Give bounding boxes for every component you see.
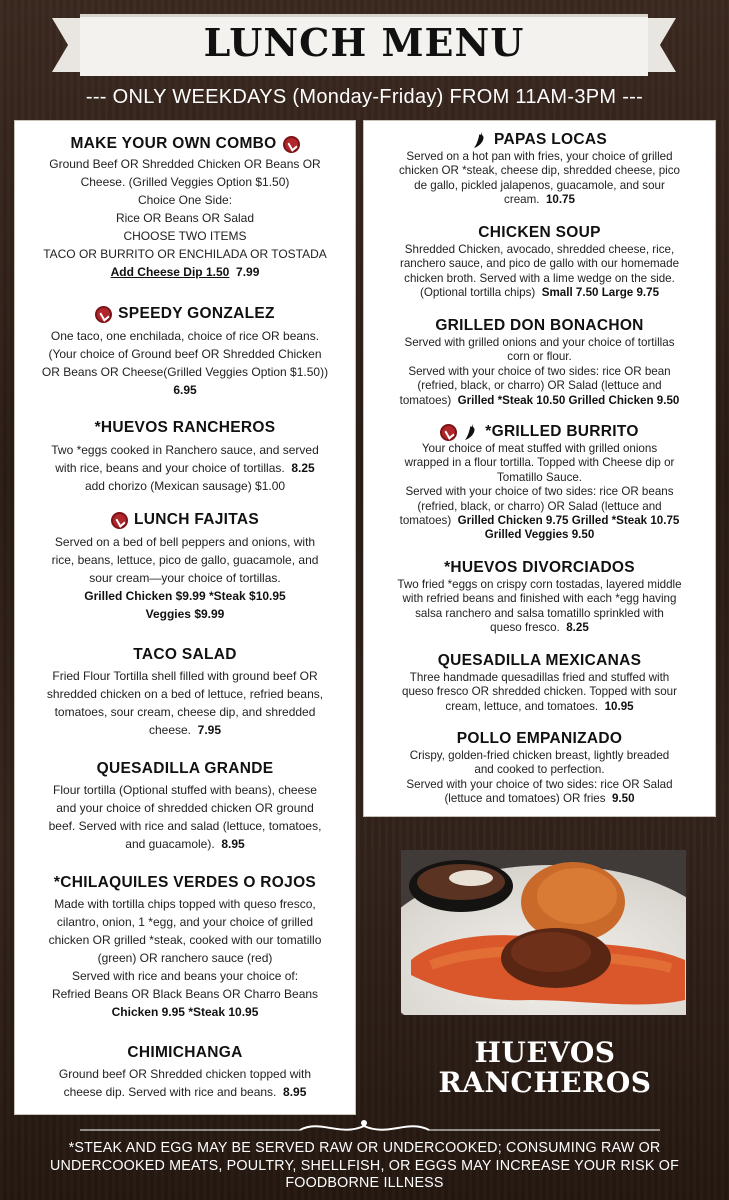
right-menu-panel bbox=[363, 120, 716, 817]
item-desc-line: (refried, black, or charro) OR Salad (lettuce and bbox=[417, 499, 662, 513]
item-desc-line: Two fried *eggs on crispy corn tostadas, layered middle bbox=[397, 578, 682, 591]
item-desc-line: Crispy, golden-fried chicken breast, lightly breaded bbox=[409, 749, 670, 762]
menu-item-huevos-divorciados bbox=[364, 559, 715, 636]
item-desc-line: (green) OR ranchero sauce (red) bbox=[97, 951, 273, 965]
item-extra: Add Cheese Dip 1.50 bbox=[110, 265, 230, 279]
item-desc-line: cream. bbox=[504, 193, 540, 207]
menu-item-lunch-fajitas bbox=[15, 511, 355, 623]
item-desc-line: cilantro, onion, 1 *egg, and your choice of grilled bbox=[56, 915, 314, 929]
item-desc-line: sour cream—your choice of tortillas. bbox=[89, 571, 281, 585]
item-desc-line: Your choice of meat stuffed with grilled onions bbox=[421, 442, 658, 455]
item-desc-line: Served with your choice of two sides: rice OR beans bbox=[405, 485, 674, 499]
item-price: Small 7.50 Large 9.75 bbox=[541, 286, 660, 300]
item-desc-line: wrapped in a flour tortilla. Topped with Cheese dip or bbox=[404, 456, 675, 470]
food-safety-disclaimer: *STEAK AND EGG MAY BE SERVED RAW OR UNDERCOOKED; CONSUMING RAW OR UNDERCOOKED MEATS, POULTRY, SHELLFISH, OR EGGS MAY INCREASE YOUR RISK OF FOODBORNE ILLNESS bbox=[49, 1140, 680, 1191]
item-desc-line: tomatoes) bbox=[399, 393, 452, 407]
item-title: LUNCH FAJITAS bbox=[133, 511, 260, 528]
menu-item-chicken-soup bbox=[364, 224, 715, 301]
item-desc-line: shredded chicken on a bed of lettuce, refried beans, bbox=[46, 687, 324, 701]
vegetarian-icon bbox=[440, 424, 457, 441]
vegetarian-icon bbox=[95, 306, 112, 323]
item-title: PAPAS LOCAS bbox=[494, 131, 607, 148]
item-desc-line: OR Beans OR Cheese(Grilled Veggies Option $1.50)) bbox=[41, 365, 329, 379]
item-title: CHICKEN SOUP bbox=[478, 224, 601, 241]
menu-item-quesadilla-mexicanas bbox=[364, 652, 715, 714]
item-desc-line: beef. Served with rice and salad (lettuce, tomatoes, bbox=[48, 819, 322, 833]
item-title: POLLO EMPANIZADO bbox=[456, 730, 623, 747]
food-illustration bbox=[401, 850, 686, 1015]
item-desc-line: (refried, black, or charro) OR Salad (lettuce and bbox=[417, 379, 662, 393]
menu-item-grilled-don-bonachon bbox=[364, 317, 715, 408]
menu-item-grilled-burrito bbox=[364, 423, 715, 543]
photo-caption bbox=[420, 1038, 670, 1098]
item-desc-line: TACO OR BURRITO OR ENCHILADA OR TOSTADA bbox=[43, 247, 327, 261]
item-desc-line: Ground Beef OR Shredded Chicken OR Beans OR bbox=[49, 157, 321, 171]
item-price: Grilled *Steak 10.50 Grilled Chicken 9.50 bbox=[457, 393, 680, 407]
item-desc-line: rice, beans, lettuce, pico de gallo, guacamole, and bbox=[51, 553, 319, 567]
item-title: QUESADILLA MEXICANAS bbox=[437, 652, 642, 669]
page-title: LUNCH MENU bbox=[203, 20, 525, 65]
item-price: 10.95 bbox=[604, 699, 634, 713]
item-desc-line: with refried beans and finished with each *egg having bbox=[402, 592, 677, 606]
item-desc-line: One taco, one enchilada, choice of rice OR beans. bbox=[50, 329, 320, 343]
photo-caption-line: HUEVOS bbox=[474, 1036, 616, 1069]
item-desc-line: corn or flour. bbox=[507, 350, 572, 364]
menu-item-papas-locas bbox=[364, 131, 715, 208]
item-desc-line: Ground beef OR Shredded chicken topped with bbox=[58, 1067, 312, 1081]
item-title: CHIMICHANGA bbox=[127, 1044, 243, 1061]
item-desc-line: Served on a hot pan with fries, your choice of grilled bbox=[406, 150, 673, 163]
item-title: TACO SALAD bbox=[133, 646, 237, 663]
item-price: Grilled Veggies 9.50 bbox=[484, 528, 595, 542]
item-desc-line: (lettuce and tomatoes) OR fries bbox=[444, 792, 606, 806]
vegetarian-icon bbox=[111, 512, 128, 529]
item-desc-line: Served with grilled onions and your choice of tortillas bbox=[404, 336, 675, 349]
item-desc-line: and cooked to perfection. bbox=[474, 763, 605, 777]
item-desc-line: Rice OR Beans OR Salad bbox=[115, 211, 255, 225]
item-desc-line: Refried Beans OR Black Beans OR Charro Beans bbox=[51, 987, 319, 1001]
item-desc-line: Served with rice and beans your choice of: bbox=[71, 969, 299, 983]
item-desc-line: Served with your choice of two sides: rice OR bean bbox=[408, 364, 671, 378]
item-desc-line: tomatoes, sour cream, cheese dip, and shredded bbox=[54, 705, 316, 719]
chili-pepper-icon bbox=[472, 131, 488, 149]
item-price: 7.99 bbox=[236, 265, 260, 279]
item-title: *GRILLED BURRITO bbox=[485, 423, 639, 440]
item-extra: add chorizo (Mexican sausage) $1.00 bbox=[84, 479, 286, 493]
huevos-rancheros-photo bbox=[401, 850, 686, 1015]
vegetarian-icon bbox=[283, 136, 300, 153]
item-price: 7.95 bbox=[197, 723, 222, 737]
menu-item-make-your-own-combo bbox=[15, 135, 355, 281]
item-desc-line: chicken OR grilled *steak, cooked with our tomatillo bbox=[48, 933, 322, 947]
item-desc-line: cheese. bbox=[148, 723, 191, 737]
item-price: 10.75 bbox=[545, 193, 575, 207]
item-desc-line: and your choice of shredded chicken OR ground bbox=[56, 801, 314, 815]
item-price: Veggies $9.99 bbox=[145, 607, 225, 621]
item-desc-line: Two *eggs cooked in Ranchero sauce, and served bbox=[51, 443, 319, 457]
item-title: *HUEVOS DIVORCIADOS bbox=[444, 559, 635, 576]
item-desc-line: Served on a bed of bell peppers and onions, with bbox=[54, 535, 316, 549]
item-desc-line: tomatoes) bbox=[399, 514, 452, 528]
title-banner bbox=[52, 14, 676, 76]
item-price: Chicken 9.95 *Steak 10.95 bbox=[111, 1005, 259, 1019]
menu-item-chimichanga bbox=[15, 1044, 355, 1101]
item-desc-line: chicken broth. Served with a lime wedge on the side. bbox=[404, 271, 675, 285]
item-desc-line: Made with tortilla chips topped with queso fresco, bbox=[54, 897, 316, 911]
item-title: *CHILAQUILES VERDES O ROJOS bbox=[53, 874, 317, 891]
item-desc-line: queso fresco OR shredded chicken. Topped with sour bbox=[402, 685, 677, 699]
item-desc-line: Choice One Side: bbox=[137, 193, 233, 207]
item-desc-line: cream, lettuce, and tomatoes. bbox=[445, 699, 599, 713]
item-price: 8.25 bbox=[291, 461, 315, 475]
menu-item-speedy-gonzalez bbox=[15, 305, 355, 399]
item-desc-line: and guacamole). bbox=[125, 837, 215, 851]
item-title: GRILLED DON BONACHON bbox=[435, 317, 644, 334]
item-desc-line: (Your choice of Ground beef OR Shredded Chicken bbox=[48, 347, 322, 361]
item-desc-line: with rice, beans and your choice of tortillas. bbox=[55, 461, 285, 475]
hours-subtitle: --- ONLY WEEKDAYS (Monday-Friday) FROM 11AM-3PM --- bbox=[85, 86, 644, 108]
chili-pepper-icon bbox=[463, 423, 479, 441]
item-desc-line: Cheese. (Grilled Veggies Option $1.50) bbox=[80, 175, 290, 189]
menu-item-huevos-rancheros bbox=[15, 419, 355, 495]
item-price: 6.95 bbox=[173, 383, 197, 397]
ornament-divider bbox=[0, 1117, 729, 1139]
item-desc-line: Shredded Chicken, avocado, shredded cheese, rice, bbox=[404, 243, 675, 256]
item-price: 8.25 bbox=[566, 621, 589, 635]
menu-item-pollo-empanizado bbox=[364, 730, 715, 807]
left-menu-panel bbox=[14, 120, 356, 1115]
flourish-ornament bbox=[0, 1117, 729, 1139]
item-desc-line: (Optional tortilla chips) bbox=[419, 286, 536, 300]
item-desc-line: Three handmade quesadillas fried and stuffed with bbox=[409, 671, 670, 684]
item-price: 8.95 bbox=[283, 1085, 307, 1099]
item-title: MAKE YOUR OWN COMBO bbox=[70, 135, 277, 152]
item-desc-line: Flour tortilla (Optional stuffed with beans), cheese bbox=[53, 783, 317, 797]
item-desc-line: chicken OR *steak, cheese dip, shredded cheese, pico bbox=[399, 164, 680, 178]
item-title: *HUEVOS RANCHEROS bbox=[94, 419, 276, 436]
item-desc-line: ranchero sauce, and pico de gallo with our homemade bbox=[399, 257, 680, 271]
photo-caption-line: RANCHEROS bbox=[438, 1066, 652, 1099]
item-price: Grilled Chicken 9.75 Grilled *Steak 10.75 bbox=[457, 514, 680, 528]
item-price: 8.95 bbox=[221, 837, 245, 851]
item-desc-line: queso fresco. bbox=[490, 621, 560, 635]
item-desc-line: Tomatillo Sauce. bbox=[496, 470, 583, 484]
item-title: QUESADILLA GRANDE bbox=[96, 760, 274, 777]
item-price: 9.50 bbox=[611, 792, 635, 806]
item-price: Grilled Chicken $9.99 *Steak $10.95 bbox=[84, 589, 286, 603]
item-desc-line: CHOOSE TWO ITEMS bbox=[123, 229, 247, 243]
item-desc-line: cheese dip. Served with rice and beans. bbox=[63, 1085, 277, 1099]
item-desc-line: salsa ranchero and salsa tomatillo sprinkled with bbox=[415, 606, 664, 620]
item-title: SPEEDY GONZALEZ bbox=[118, 305, 275, 322]
item-desc-line: Fried Flour Tortilla shell filled with ground beef OR bbox=[52, 669, 318, 683]
menu-item-quesadilla-grande bbox=[15, 760, 355, 853]
item-desc-line: Served with your choice of two sides: rice OR Salad bbox=[406, 777, 673, 791]
menu-item-chilaquiles bbox=[15, 874, 355, 1021]
menu-item-taco-salad bbox=[15, 646, 355, 739]
item-desc-line: de gallo, pickled jalapenos, guacamole, and sour bbox=[414, 178, 665, 192]
